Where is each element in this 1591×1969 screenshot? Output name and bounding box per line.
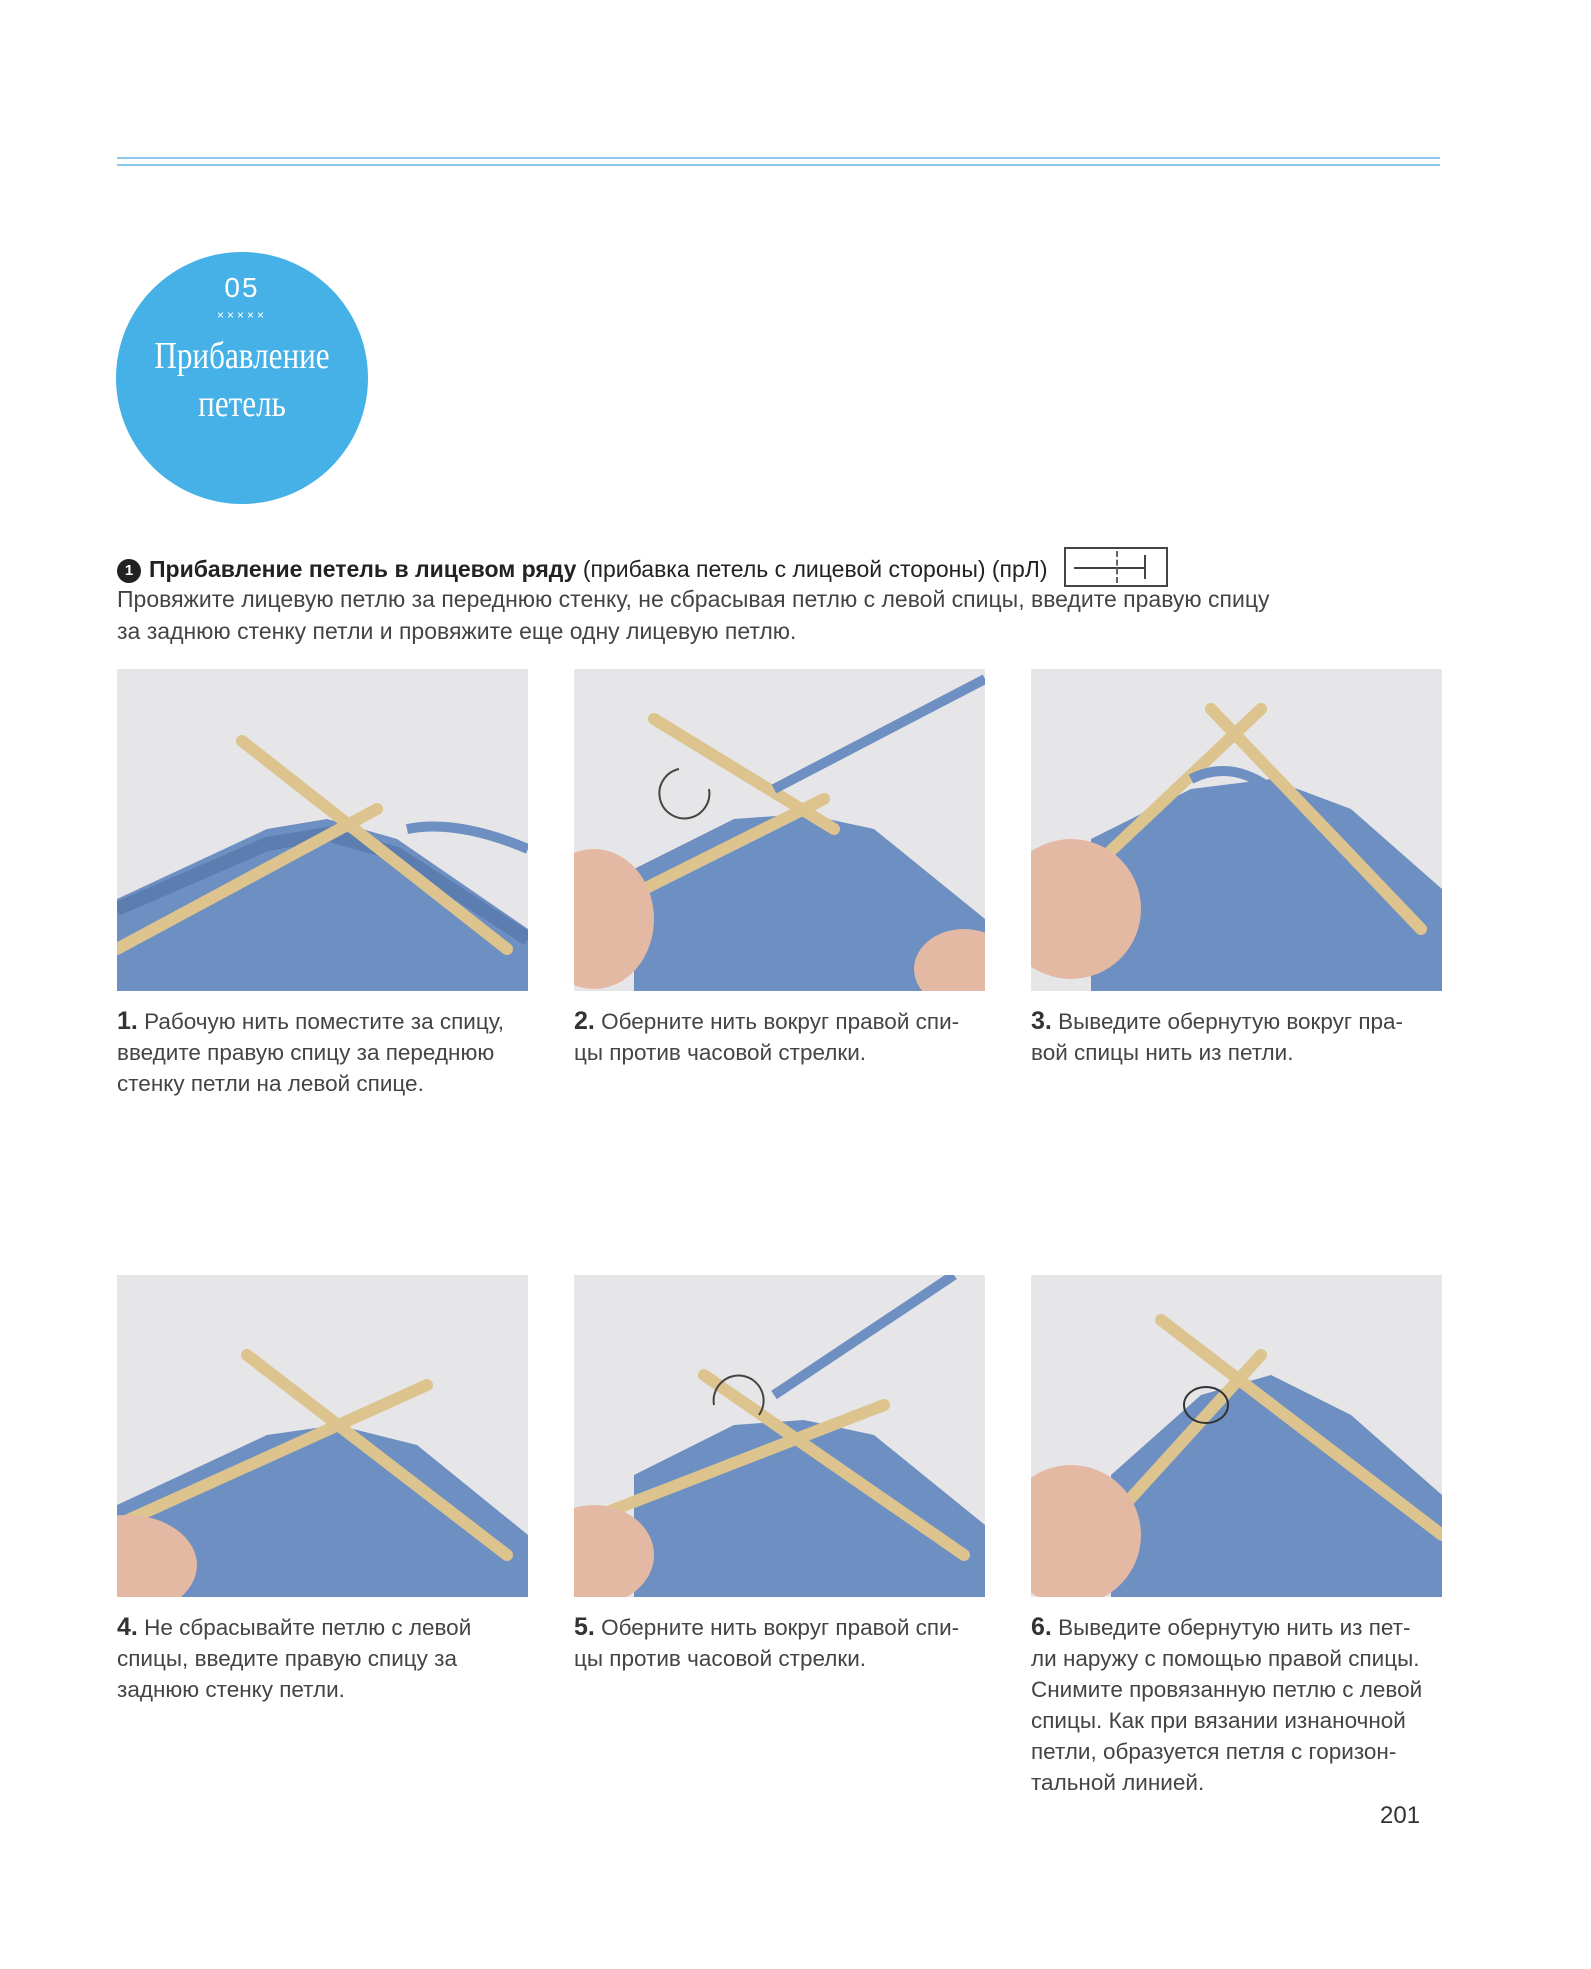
step-1-caption [117, 1006, 537, 1099]
step-1-line-3: стенку петли на левой спице. [117, 1071, 424, 1096]
step-6-line-3: Снимите провязанную петлю с левой [1031, 1677, 1423, 1702]
knitting-photo-6 [1031, 1275, 1442, 1597]
chapter-title-line2: петель [198, 383, 286, 425]
knitting-photo-3 [1031, 669, 1442, 991]
step-1-line-2: введите правую спицу за переднюю [117, 1040, 495, 1065]
step-3-line-1: Выведите обернутую вокруг пра- [1058, 1009, 1404, 1034]
step-6-line-5: петли, образуется петля с горизон- [1031, 1739, 1397, 1764]
step-6-line-2: ли наружу с помощью правой спицы. [1031, 1646, 1420, 1671]
step-2-caption [574, 1006, 994, 1068]
step-2-line-2: цы против часовой стрелки. [574, 1040, 867, 1065]
header-rule-bottom [117, 164, 1440, 166]
step-5-line-2: цы против часовой стрелки. [574, 1646, 867, 1671]
chapter-title [147, 332, 337, 428]
step-1-photo [117, 669, 528, 991]
chapter-number: 05 [224, 272, 260, 303]
section-title-bold: Прибавление петель в лицевом ряду [149, 556, 577, 582]
knitting-photo-5 [574, 1275, 985, 1597]
step-3-number: 3. [1031, 1007, 1052, 1035]
step-1-number: 1. [117, 1007, 138, 1035]
step-3-photo [1031, 669, 1442, 991]
increase-knit-symbol-icon [1064, 547, 1168, 587]
step-6-line-4: спицы. Как при вязании изнаночной [1031, 1708, 1406, 1733]
page-number: 201 [1380, 1802, 1421, 1829]
step-2-photo [574, 669, 985, 991]
header-rule-top [117, 157, 1440, 159]
step-6-line-1: Выведите обернутую нить из пет- [1058, 1615, 1411, 1640]
section-heading [117, 547, 1377, 587]
step-5-line-1: Оберните нить вокруг правой спи- [601, 1615, 960, 1640]
step-3-line-2: вой спицы нить из петли. [1031, 1040, 1294, 1065]
chapter-badge [116, 252, 368, 504]
step-4-line-3: заднюю стенку петли. [117, 1677, 345, 1702]
section-bullet: 1 [117, 559, 141, 583]
intro-line-1: Провяжите лицевую петлю за переднюю стенку, не сбрасывая петлю с левой спицы, введите правую спицу [117, 586, 1270, 612]
section-title-rest: (прибавка петель с лицевой стороны) (прЛ) [582, 556, 1048, 582]
knitting-photo-2 [574, 669, 985, 991]
step-4-number: 4. [117, 1613, 138, 1641]
step-4-caption [117, 1612, 537, 1705]
step-4-line-1: Не сбрасывайте петлю с левой [144, 1615, 472, 1640]
intro-line-2: за заднюю стенку петли и провяжите еще одну лицевую петлю. [117, 618, 797, 644]
step-4-line-2: спицы, введите правую спицу за [117, 1646, 458, 1671]
chapter-title-line1: Прибавление [154, 335, 330, 377]
step-4-photo [117, 1275, 528, 1597]
step-2-line-1: Оберните нить вокруг правой спи- [601, 1009, 960, 1034]
step-1-line-1: Рабочую нить поместите за спицу, [144, 1009, 505, 1034]
step-3-caption [1031, 1006, 1451, 1068]
step-6-line-6: тальной линией. [1031, 1770, 1205, 1795]
step-6-photo [1031, 1275, 1442, 1597]
step-2-number: 2. [574, 1007, 595, 1035]
chapter-stars-decoration: ××××× [216, 308, 268, 322]
step-5-caption [574, 1612, 994, 1674]
step-6-number: 6. [1031, 1613, 1052, 1641]
knitting-photo-1 [117, 669, 528, 991]
step-5-photo [574, 1275, 985, 1597]
step-6-caption [1031, 1612, 1451, 1798]
section-intro [117, 583, 1377, 647]
step-5-number: 5. [574, 1613, 595, 1641]
knitting-photo-4 [117, 1275, 528, 1597]
